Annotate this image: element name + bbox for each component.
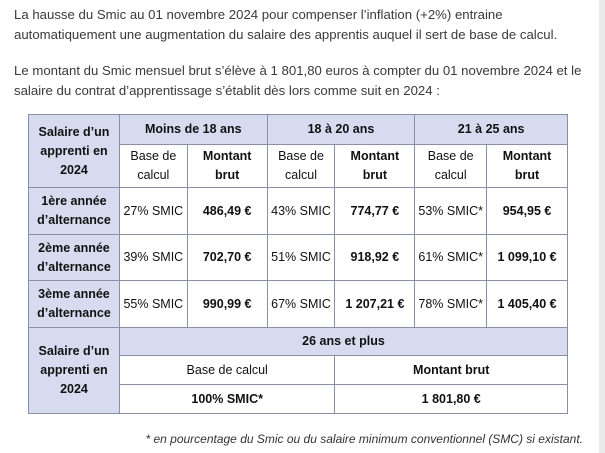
montant-cell: 702,70 € (187, 235, 267, 281)
montant-cell: 486,49 € (187, 188, 267, 235)
base-header: Base de calcul (267, 145, 335, 188)
senior-montant-header: Montant brut (335, 356, 568, 385)
age-group-header: 18 à 20 ans (267, 115, 415, 145)
corner-label: Salaire d’un apprenti en 2024 (29, 115, 120, 188)
row-label: 1ère année d’alternance (29, 188, 120, 235)
montant-cell: 1 099,10 € (487, 235, 568, 281)
montant-cell: 1 207,21 € (335, 281, 415, 328)
montant-cell: 1 405,40 € (487, 281, 568, 328)
page-edge (599, 0, 605, 453)
senior-base-cell: 100% SMIC* (119, 385, 335, 414)
row-label: 2ème année d’alternance (29, 235, 120, 281)
apprentice-salary-table-wrapper (28, 114, 568, 414)
base-cell: 78% SMIC* (415, 281, 487, 328)
base-cell: 51% SMIC (267, 235, 335, 281)
montant-cell: 990,99 € (187, 281, 267, 328)
base-header: Base de calcul (119, 145, 187, 188)
table-row (29, 188, 568, 235)
senior-group-header: 26 ans et plus (119, 328, 567, 356)
montant-header: Montant brut (487, 145, 568, 188)
senior-row-label: Salaire d’un apprenti en 2024 (29, 328, 120, 414)
montant-cell: 954,95 € (487, 188, 568, 235)
base-cell: 67% SMIC (267, 281, 335, 328)
row-label: 3ème année d’alternance (29, 281, 120, 328)
apprentice-salary-table (28, 114, 568, 414)
montant-cell: 774,77 € (335, 188, 415, 235)
montant-header: Montant brut (187, 145, 267, 188)
intro-paragraph-2: Le montant du Smic mensuel brut s’élève à 1 801,80 euros à compter du 01 novembre 2024 et le salaire du contrat d’apprentissage s’établit dès lors comme suit en 2024 : (14, 63, 582, 98)
footnote: * en pourcentage du Smic ou du salaire minimum conventionnel (SMC) si existant. (145, 432, 583, 446)
base-cell: 27% SMIC (119, 188, 187, 235)
montant-header: Montant brut (335, 145, 415, 188)
senior-base-header: Base de calcul (119, 356, 335, 385)
table-row (29, 281, 568, 328)
age-group-header: Moins de 18 ans (119, 115, 267, 145)
base-cell: 55% SMIC (119, 281, 187, 328)
age-group-header: 21 à 25 ans (415, 115, 568, 145)
base-header: Base de calcul (415, 145, 487, 188)
base-cell: 39% SMIC (119, 235, 187, 281)
base-cell: 53% SMIC* (415, 188, 487, 235)
base-cell: 61% SMIC* (415, 235, 487, 281)
montant-cell: 918,92 € (335, 235, 415, 281)
senior-montant-cell: 1 801,80 € (335, 385, 568, 414)
base-cell: 43% SMIC (267, 188, 335, 235)
intro-paragraph-1: La hausse du Smic au 01 novembre 2024 pour compenser l’inflation (+2%) entraine automatiquement une augmentation du salaire des apprentis auquel il sert de base de calcul. (14, 7, 558, 42)
table-row (29, 235, 568, 281)
